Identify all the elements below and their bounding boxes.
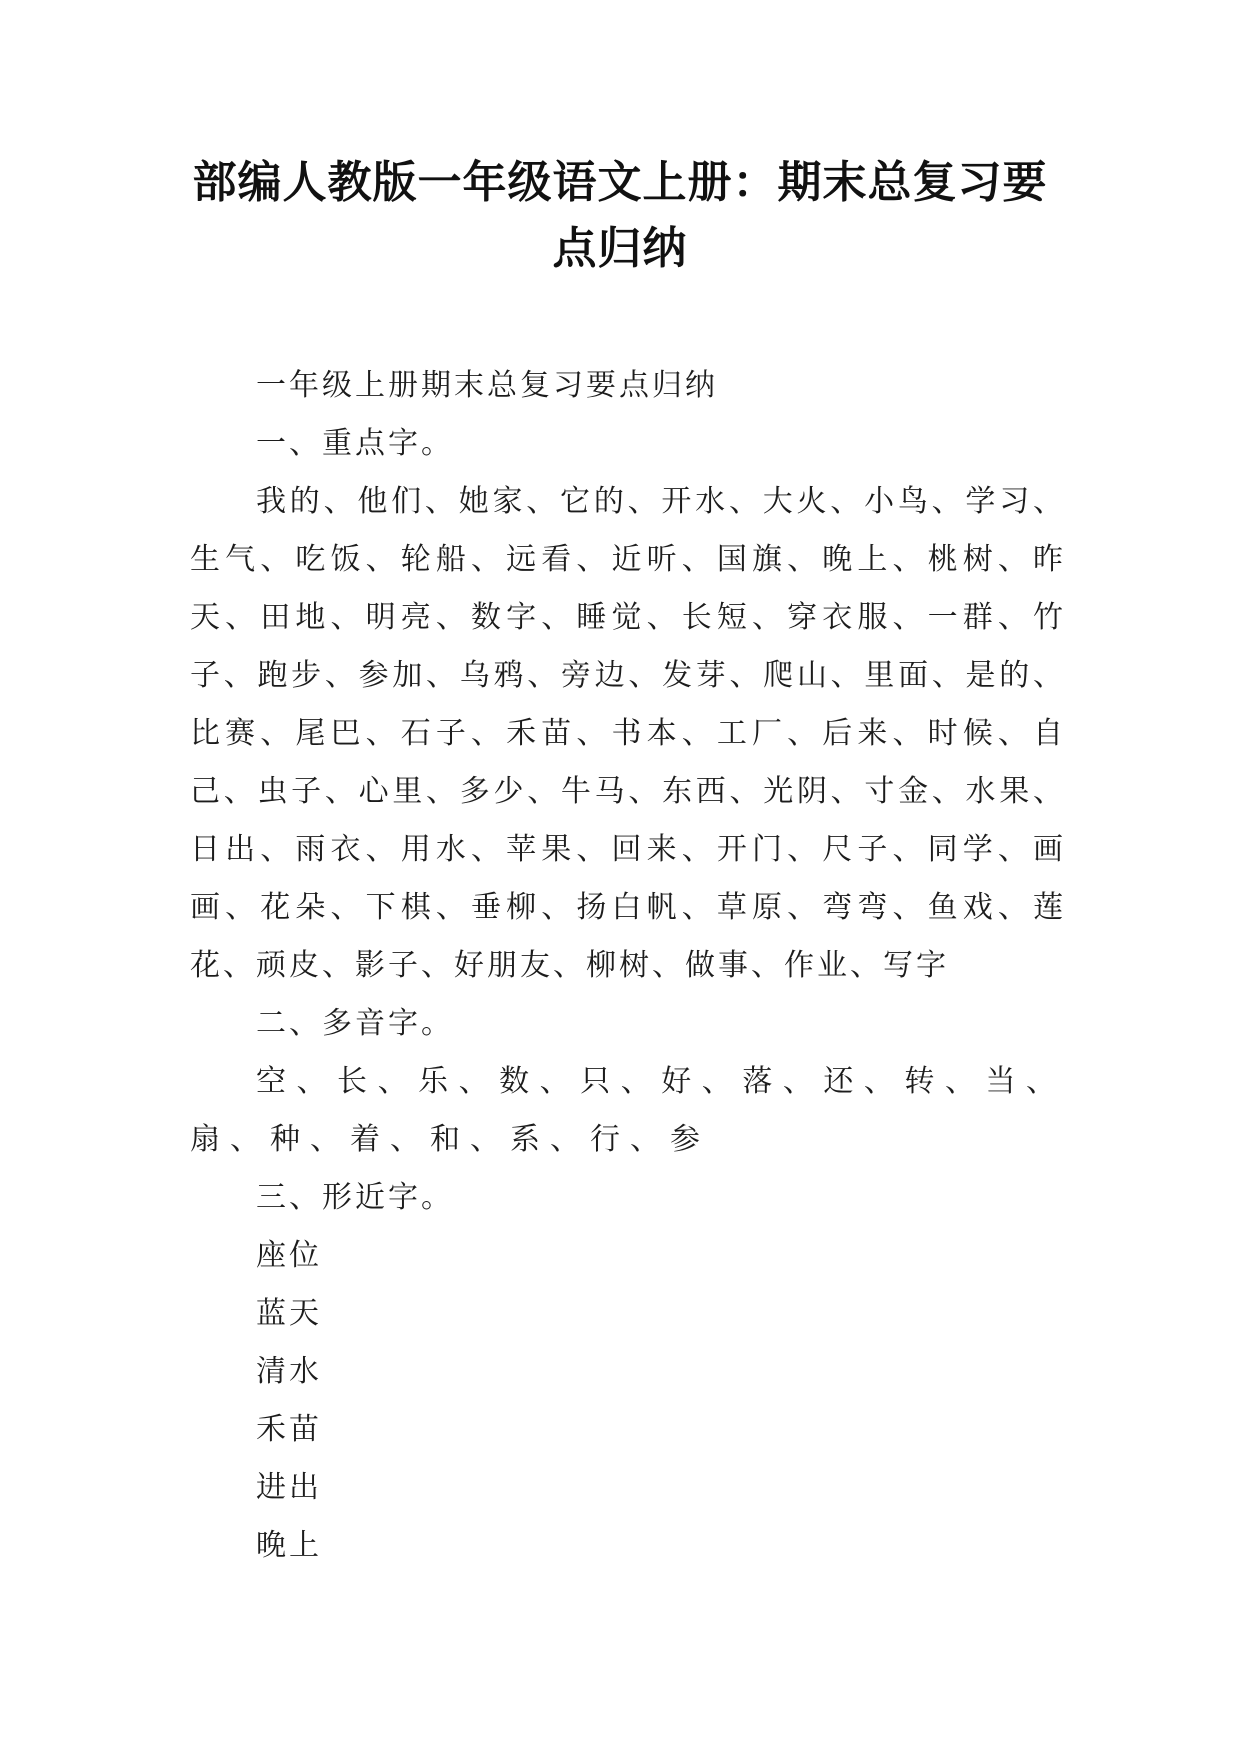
similar-characters-item: 晚上 [256,1528,322,1563]
similar-characters-item: 蓝天 [256,1296,322,1331]
similar-characters-item: 禾苗 [256,1412,322,1447]
section-heading-key-characters: 一、重点字。 [256,426,454,461]
section-heading-polyphonic-characters: 二、多音字。 [256,1006,454,1041]
document-title: 部编人教版一年级语文上册：期末总复习要点归纳 [192,157,1048,274]
key-characters-list: 我的、他们、她家、它的、开水、大火、小鸟、学习、生气、吃饭、轮船、远看、近听、国旗、晚上、桃树、昨天、田地、明亮、数字、睡觉、长短、穿衣服、一群、竹子、跑步、参加、乌鸦、旁边、发芽、爬山、里面、是的、比赛、尾巴、石子、禾苗、书本、工厂、后来、时候、自己、虫子、心里、多少、牛马、东西、光阴、寸金、水果、日出、雨衣、用水、苹果、回来、开门、尺子、同学、画画、花朵、下棋、垂柳、扬白帆、草原、弯弯、鱼戏、莲花、顽皮、影子、好朋友、柳树、做事、作业、写字 [190,484,1066,983]
section-heading-similar-characters: 三、形近字。 [256,1180,454,1215]
document-body [190,357,1066,1575]
polyphonic-characters-list: 空、长、乐、数、只、好、落、还、转、当、扇、种、着、和、系、行、参 [190,1064,1066,1157]
similar-characters-item: 清水 [256,1354,322,1389]
similar-characters-item: 座位 [256,1238,322,1273]
document-subtitle: 一年级上册期末总复习要点归纳 [256,368,718,403]
similar-characters-item: 进出 [256,1470,322,1505]
